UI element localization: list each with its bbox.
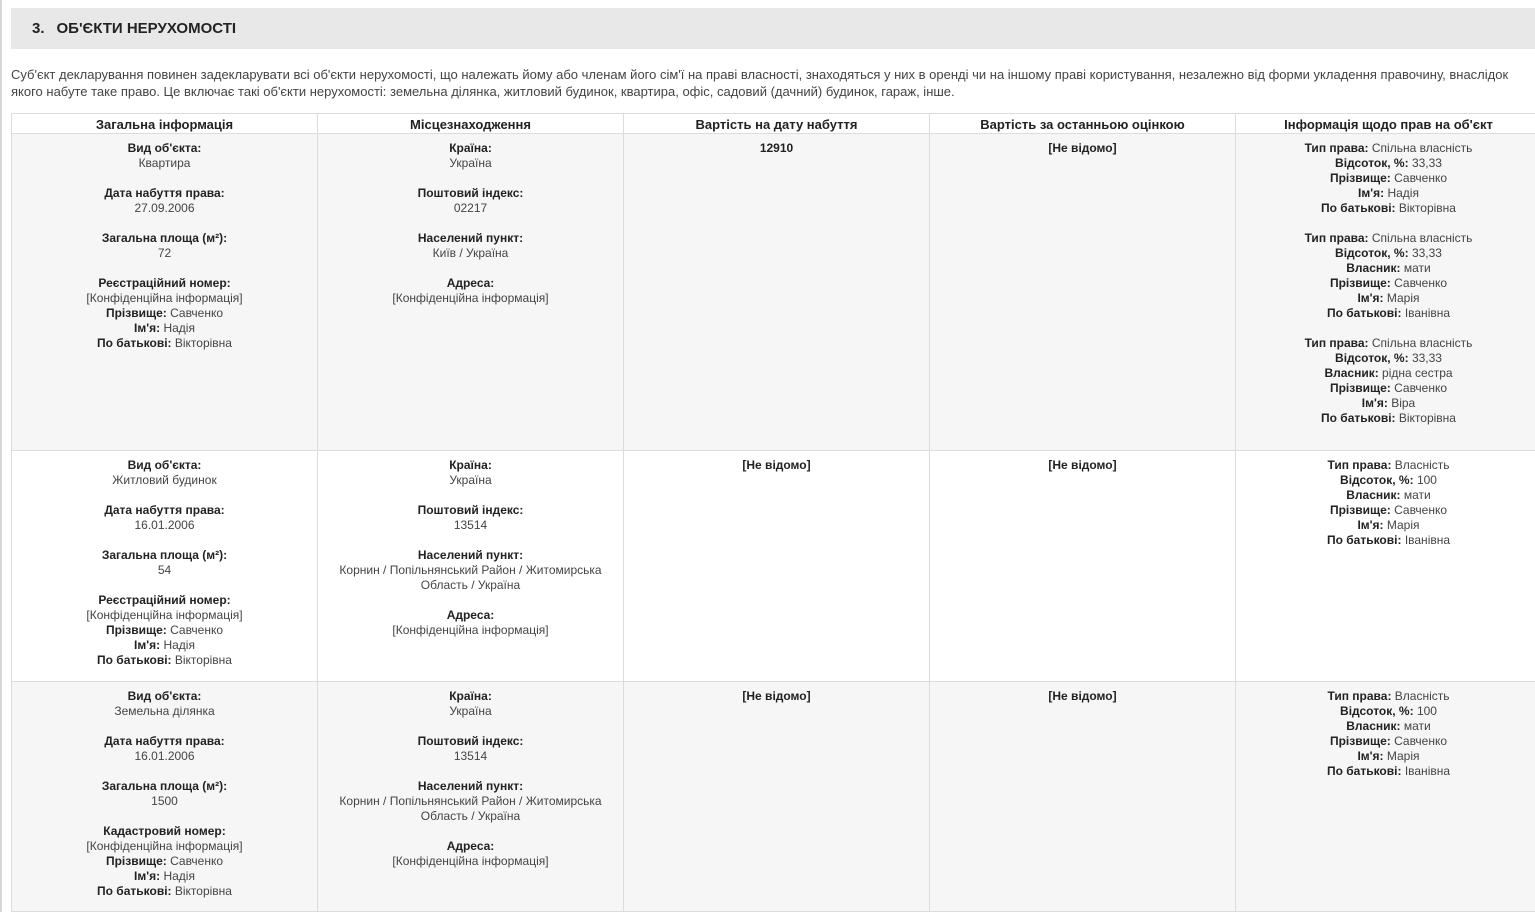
header-cost-latest: Вартість за останньою оцінкою xyxy=(930,114,1236,134)
postcode-value: 13514 xyxy=(453,749,488,763)
cost-acquisition-value: [Не відомо] xyxy=(742,458,811,472)
location-cell xyxy=(318,451,624,682)
surname-label: Прізвище: xyxy=(1329,381,1391,395)
cost-acquisition-value: [Не відомо] xyxy=(742,689,811,703)
owner-value: рідна сестра xyxy=(1382,366,1453,380)
patronymic-value: Вікторівна xyxy=(1398,411,1456,425)
reg-number-value: [Конфіденційна інформація] xyxy=(86,608,243,622)
country-label: Країна: xyxy=(449,458,492,472)
patronymic-value: Іванівна xyxy=(1404,764,1451,778)
name-label: Ім'я: xyxy=(134,638,161,652)
surname-value: Савченко xyxy=(170,623,224,637)
cost-latest-cell xyxy=(930,682,1236,912)
object-type-label: Вид об'єкта: xyxy=(127,458,202,472)
header-rights: Інформація щодо прав на об'єкт xyxy=(1236,114,1535,134)
object-type-label: Вид об'єкта: xyxy=(127,689,202,703)
right-type-label: Тип права: xyxy=(1327,458,1392,472)
owner-value: мати xyxy=(1403,488,1431,502)
surname-label: Прізвище: xyxy=(1329,734,1391,748)
right-type-value: Спільна власність xyxy=(1371,231,1473,245)
rights-cell xyxy=(1236,451,1535,682)
settlement-label: Населений пункт: xyxy=(417,779,524,793)
area-label: Загальна площа (м²): xyxy=(101,548,228,562)
right-type-value: Спільна власність xyxy=(1371,141,1473,155)
postcode-value: 02217 xyxy=(453,201,488,215)
surname-value: Савченко xyxy=(1394,276,1448,290)
general-info-cell xyxy=(12,451,318,682)
patronymic-value: Вікторівна xyxy=(174,884,232,898)
right-entry xyxy=(1244,689,1533,779)
acquisition-date-value: 16.01.2006 xyxy=(134,518,195,532)
object-type-value: Житловий будинок xyxy=(112,473,217,487)
real-estate-table xyxy=(11,113,1535,912)
name-value: Надія xyxy=(163,321,195,335)
acquisition-date-label: Дата набуття права: xyxy=(104,503,225,517)
reg-number-label: Реєстраційний номер: xyxy=(98,593,231,607)
patronymic-label: По батькові: xyxy=(1321,411,1396,425)
surname-label: Прізвище: xyxy=(1329,503,1391,517)
general-info-cell xyxy=(12,134,318,451)
share-value: 33,33 xyxy=(1411,156,1442,170)
surname-label: Прізвище: xyxy=(1329,276,1391,290)
area-value: 72 xyxy=(157,246,172,260)
share-value: 33,33 xyxy=(1411,246,1442,260)
patronymic-label: По батькові: xyxy=(97,336,172,350)
settlement-value: Корнин / Попільнянський Район / Житомирська Область / Україна xyxy=(339,563,602,592)
name-label: Ім'я: xyxy=(1357,518,1384,532)
right-entry xyxy=(1244,231,1533,321)
patronymic-label: По батькові: xyxy=(1326,764,1402,778)
area-label: Загальна площа (м²): xyxy=(101,231,228,245)
name-label: Ім'я: xyxy=(1358,186,1385,200)
right-entry xyxy=(1244,336,1533,426)
name-label: Ім'я: xyxy=(1357,749,1384,763)
owner-value: мати xyxy=(1403,719,1431,733)
country-value: Україна xyxy=(449,473,492,487)
reg-number-value: [Конфіденційна інформація] xyxy=(86,291,243,305)
address-label: Адреса: xyxy=(446,276,495,290)
patronymic-value: Вікторівна xyxy=(174,653,232,667)
surname-value: Савченко xyxy=(170,854,224,868)
postcode-label: Поштовий індекс: xyxy=(417,734,524,748)
name-value: Марія xyxy=(1386,749,1420,763)
reg-number-label: Реєстраційний номер: xyxy=(98,276,231,290)
table-row xyxy=(12,682,1535,912)
right-entry xyxy=(1244,141,1533,216)
patronymic-label: По батькові: xyxy=(97,653,172,667)
share-value: 100 xyxy=(1416,704,1437,718)
surname-value: Савченко xyxy=(1394,734,1448,748)
table-row xyxy=(12,451,1535,682)
postcode-value: 13514 xyxy=(453,518,488,532)
location-cell xyxy=(318,134,624,451)
surname-value: Савченко xyxy=(1394,381,1448,395)
patronymic-label: По батькові: xyxy=(1326,533,1402,547)
name-value: Віра xyxy=(1391,396,1416,410)
cadastral-number-value: [Конфіденційна інформація] xyxy=(86,839,243,853)
settlement-label: Населений пункт: xyxy=(417,231,524,245)
settlement-value: Київ / Україна xyxy=(432,246,509,260)
surname-value: Савченко xyxy=(170,306,224,320)
share-label: Відсоток, %: xyxy=(1335,246,1409,260)
right-type-value: Власність xyxy=(1394,458,1450,472)
cost-latest-cell xyxy=(930,134,1236,451)
country-label: Країна: xyxy=(449,689,492,703)
surname-value: Савченко xyxy=(1394,503,1448,517)
location-cell xyxy=(318,682,624,912)
acquisition-date-value: 16.01.2006 xyxy=(134,749,195,763)
address-value: [Конфіденційна інформація] xyxy=(392,854,549,868)
postcode-label: Поштовий індекс: xyxy=(417,186,524,200)
name-label: Ім'я: xyxy=(134,321,161,335)
name-value: Надія xyxy=(1387,186,1419,200)
cost-acquisition-cell xyxy=(624,451,930,682)
share-label: Відсоток, %: xyxy=(1335,351,1409,365)
left-frame-border xyxy=(0,0,2,912)
right-entry xyxy=(1244,458,1533,548)
share-value: 33,33 xyxy=(1411,351,1442,365)
patronymic-value: Вікторівна xyxy=(174,336,232,350)
patronymic-label: По батькові: xyxy=(1321,201,1396,215)
share-label: Відсоток, %: xyxy=(1340,473,1414,487)
right-type-label: Тип права: xyxy=(1304,141,1369,155)
section-description: Суб'єкт декларування повинен задекларувати всі об'єкти нерухомості, що належать йому або членам його сім'ї на праві власності, знаходяться у них в оренді чи на іншому праві користування, незалежно від форми укладення правочину, внаслідок якого набуте таке право. Це включає такі об'єкти нерухомості: земельна ділянка, житловий будинок, квартира, офіс, садовий (дачний) будинок, гараж, інше. xyxy=(11,67,1509,99)
country-value: Україна xyxy=(449,704,492,718)
name-label: Ім'я: xyxy=(1357,291,1384,305)
cost-latest-value: [Не відомо] xyxy=(1048,689,1117,703)
surname-label: Прізвище: xyxy=(105,854,167,868)
address-label: Адреса: xyxy=(446,839,495,853)
rights-cell xyxy=(1236,134,1535,451)
header-cost-acquisition: Вартість на дату набуття xyxy=(624,114,930,134)
cost-latest-value: [Не відомо] xyxy=(1048,458,1117,472)
owner-value: мати xyxy=(1403,261,1431,275)
cost-acquisition-cell xyxy=(624,682,930,912)
right-type-label: Тип права: xyxy=(1304,336,1369,350)
general-info-cell xyxy=(12,682,318,912)
cost-acquisition-cell xyxy=(624,134,930,451)
owner-label: Власник: xyxy=(1346,488,1401,502)
owner-label: Власник: xyxy=(1324,366,1379,380)
section-header xyxy=(11,8,1535,49)
area-value: 1500 xyxy=(151,794,178,808)
object-type-value: Квартира xyxy=(138,156,191,170)
postcode-label: Поштовий індекс: xyxy=(417,503,524,517)
patronymic-label: По батькові: xyxy=(97,884,172,898)
surname-label: Прізвище: xyxy=(105,306,167,320)
surname-label: Прізвище: xyxy=(1329,171,1391,185)
cadastral-number-label: Кадастровий номер: xyxy=(103,824,226,838)
surname-value: Савченко xyxy=(1394,171,1448,185)
table-header-row xyxy=(12,114,1535,134)
share-label: Відсоток, %: xyxy=(1335,156,1409,170)
name-label: Ім'я: xyxy=(134,869,161,883)
patronymic-value: Іванівна xyxy=(1404,533,1451,547)
settlement-value: Корнин / Попільнянський Район / Житомирська Область / Україна xyxy=(339,794,602,823)
patronymic-value: Іванівна xyxy=(1404,306,1451,320)
cost-latest-value: [Не відомо] xyxy=(1048,141,1117,155)
patronymic-value: Вікторівна xyxy=(1398,201,1456,215)
surname-label: Прізвище: xyxy=(105,623,167,637)
header-location: Місцезнаходження xyxy=(318,114,624,134)
patronymic-label: По батькові: xyxy=(1326,306,1402,320)
settlement-label: Населений пункт: xyxy=(417,548,524,562)
acquisition-date-label: Дата набуття права: xyxy=(104,734,225,748)
right-type-value: Спільна власність xyxy=(1371,336,1473,350)
share-value: 100 xyxy=(1416,473,1437,487)
name-label: Ім'я: xyxy=(1361,396,1388,410)
owner-label: Власник: xyxy=(1346,261,1401,275)
section-number: 3. xyxy=(32,20,45,37)
rights-cell xyxy=(1236,682,1535,912)
section-title: ОБ'ЄКТИ НЕРУХОМОСТІ xyxy=(56,20,237,37)
address-label: Адреса: xyxy=(446,608,495,622)
name-value: Марія xyxy=(1386,291,1420,305)
header-general: Загальна інформація xyxy=(12,114,318,134)
share-label: Відсоток, %: xyxy=(1340,704,1414,718)
country-label: Країна: xyxy=(449,141,492,155)
name-value: Надія xyxy=(163,638,195,652)
address-value: [Конфіденційна інформація] xyxy=(392,623,549,637)
area-label: Загальна площа (м²): xyxy=(101,779,228,793)
address-value: [Конфіденційна інформація] xyxy=(392,291,549,305)
right-type-label: Тип права: xyxy=(1304,231,1369,245)
cost-latest-cell xyxy=(930,451,1236,682)
cost-acquisition-value: 12910 xyxy=(759,141,794,155)
object-type-value: Земельна ділянка xyxy=(114,704,215,718)
right-type-label: Тип права: xyxy=(1327,689,1392,703)
table-row xyxy=(12,134,1535,451)
area-value: 54 xyxy=(157,563,172,577)
country-value: Україна xyxy=(449,156,492,170)
name-value: Надія xyxy=(163,869,195,883)
right-type-value: Власність xyxy=(1394,689,1450,703)
acquisition-date-value: 27.09.2006 xyxy=(134,201,195,215)
object-type-label: Вид об'єкта: xyxy=(127,141,202,155)
owner-label: Власник: xyxy=(1346,719,1401,733)
name-value: Марія xyxy=(1386,518,1420,532)
acquisition-date-label: Дата набуття права: xyxy=(104,186,225,200)
